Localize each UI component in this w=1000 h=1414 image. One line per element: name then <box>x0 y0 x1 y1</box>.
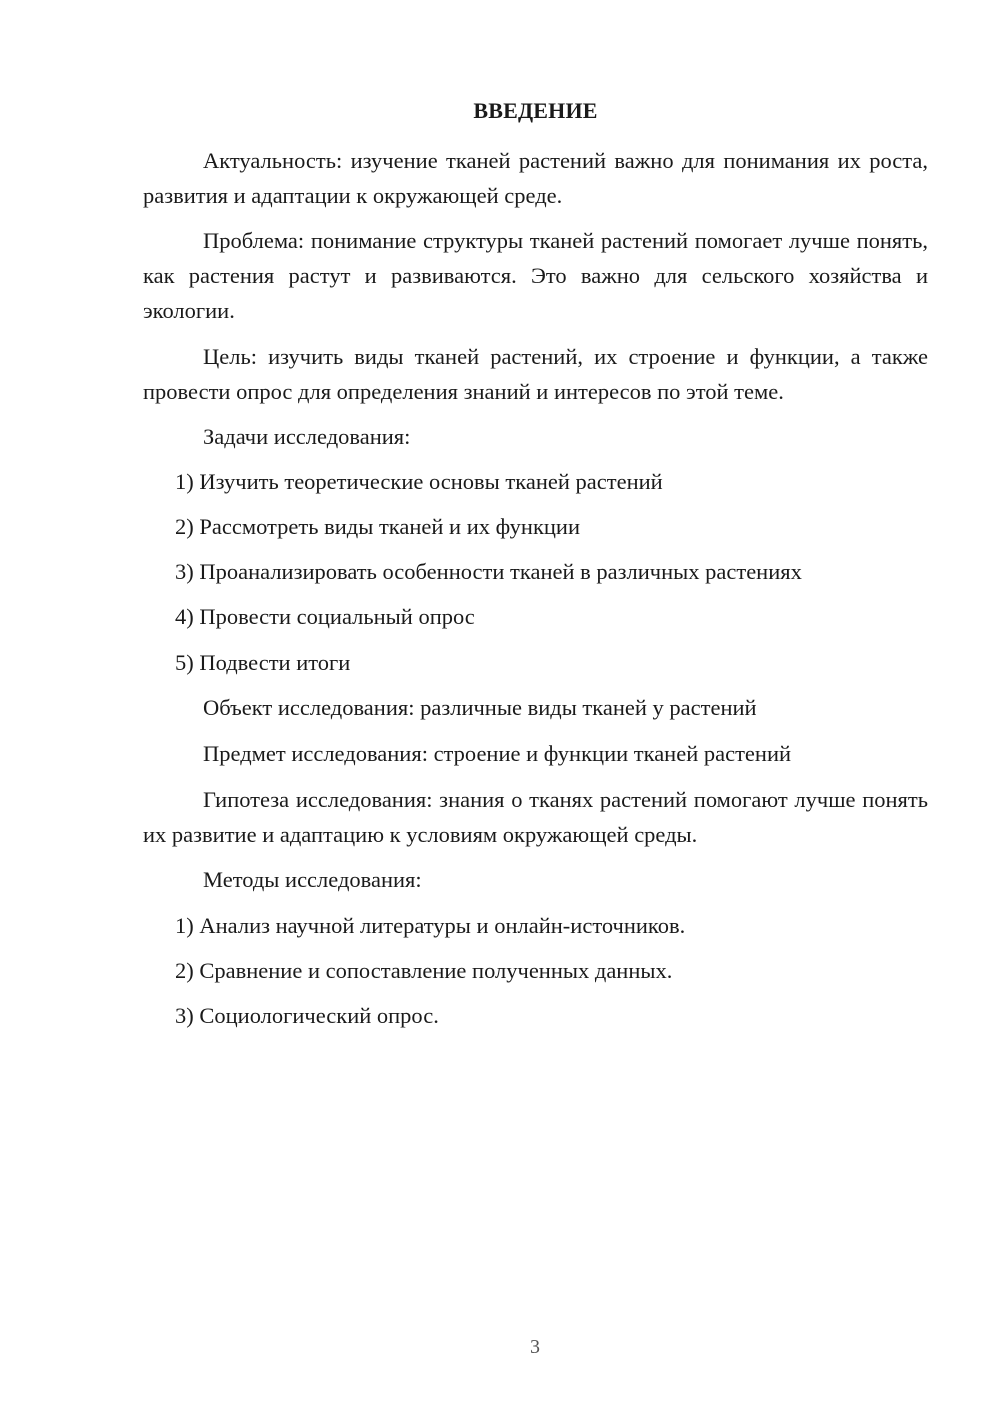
task-item-2: 2) Рассмотреть виды тканей и их функции <box>175 514 580 539</box>
method-item-3: 3) Социологический опрос. <box>175 1003 439 1028</box>
page-number: 3 <box>530 1336 540 1358</box>
problem-paragraph: Проблема: понимание структуры тканей растений помогает лучше понять, как растения растут и развиваются. Это важно для сельского хозяйства и экологии. <box>143 228 928 323</box>
methods-heading: Методы исследования: <box>203 867 422 892</box>
task-item-3: 3) Проанализировать особенности тканей в различных растениях <box>175 559 802 584</box>
tasks-heading: Задачи исследования: <box>203 424 411 449</box>
task-item-1: 1) Изучить теоретические основы тканей растений <box>175 469 663 494</box>
research-object: Объект исследования: различные виды тканей у растений <box>203 695 757 720</box>
goal-paragraph: Цель: изучить виды тканей растений, их строение и функции, а также провести опрос для определения знаний и интересов по этой теме. <box>143 344 928 404</box>
task-item-5: 5) Подвести итоги <box>175 650 351 675</box>
relevance-paragraph: Актуальность: изучение тканей растений важно для понимания их роста, развития и адаптации к окружающей среде. <box>143 148 928 208</box>
method-item-2: 2) Сравнение и сопоставление полученных данных. <box>175 958 673 983</box>
hypothesis-paragraph: Гипотеза исследования: знания о тканях растений помогают лучше понять их развитие и адаптацию к условиям окружающей среды. <box>143 787 928 847</box>
research-subject: Предмет исследования: строение и функции тканей растений <box>203 741 792 766</box>
page-title: ВВЕДЕНИЕ <box>473 98 598 123</box>
method-item-1: 1) Анализ научной литературы и онлайн-источников. <box>175 913 686 938</box>
task-item-4: 4) Провести социальный опрос <box>175 604 475 629</box>
